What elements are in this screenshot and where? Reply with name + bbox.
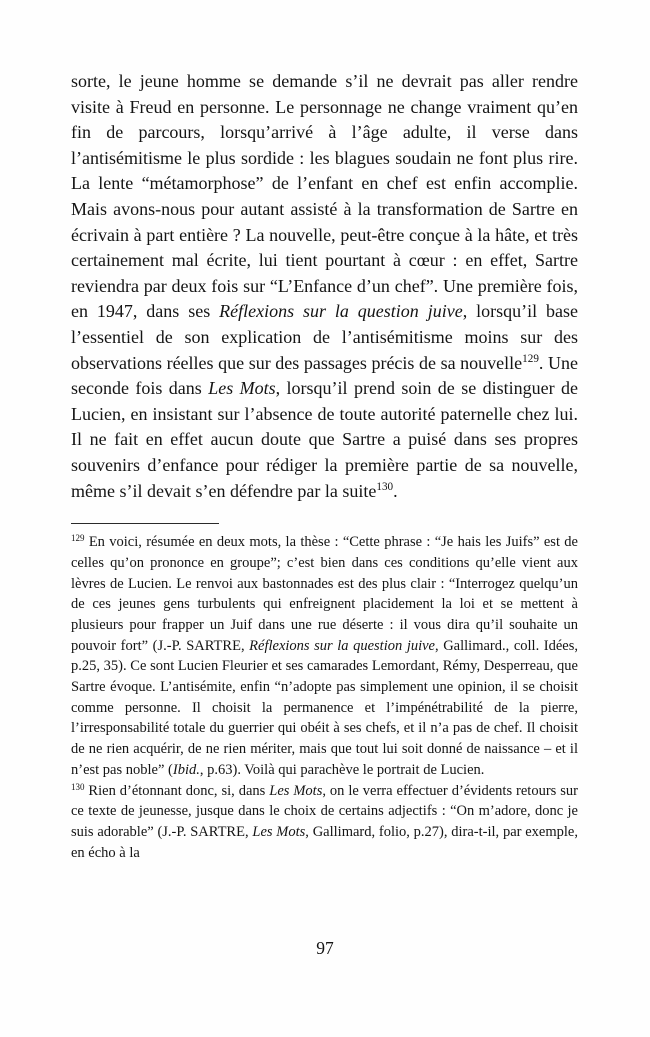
page-number: 97: [316, 938, 334, 958]
page-body: [71, 69, 578, 504]
footnote-129: $^{129}$ En voici, résumée en deux mots, la thèse : “Cette phrase : “Je hais les Juifs” est de celles qu’on prononce en groupe”; c’est bien dans ces conditions qu’elle vient aux lèvres de Lucien. Le renvoi aux bastonnades est des plus clair : “Interrogez quelqu’un de ces jeunes gens turbulents qui enfreignent placidement la loi et se mettent à plusieurs pour frapper un Juif dans une rue déserte : il vous dira qu’il souhaite un pouvoir fort” (J.-P. SARTRE, Réflexions sur la question juive, Gallimard., coll. Idées, p.25, 35). Ce sont Lucien Fleurier et ses camarades Lemordant, Rémy, Desperreau, que Sartre évoque. L’antisémite, enfin “n’adopte pas simplement une opinion, il se choisit comme personne. Il choisit la permanence et l’impénétrabilité de la pierre, l’irresponsabilité totale du guerrier qui obéit à ses chefs, et il n’a pas de chef. Il choisit de ne rien acquérir, de ne rien mériter, mais que tout lui soit donné de naissance – et il n’est pas noble” (Ibid., p.63). Voilà qui parachève le portrait de Lucien.: [71, 533, 578, 778]
body-paragraph: sorte, le jeune homme se demande s’il ne devrait pas aller rendre visite à Freud en personne. Le personnage ne change vraiment qu’en fin de parcours, lorsqu’arrivé à l’âge adulte, il verse dans l’antisémitisme le plus sordide : les blagues soudain ne font plus rire. La lente “métamorphose” de l’enfant en chef est enfin accomplie. Mais avons-nous pour autant assisté à la transformation de Sartre en écrivain à part entière ? La nouvelle, peut-être conçue à la hâte, et très certainement mal écrite, lui tient pourtant à cœur : en effet, Sartre reviendra par deux fois sur “L’Enfance d’un chef”. Une première fois, en 1947, dans ses Réflexions sur la question juive, lorsqu’il base l’essentiel de son explication de l’antisémitisme moins sur des observations réelles que sur des passages précis de sa nouvelle$^{129}$. Une seconde fois dans Les Mots, lorsqu’il prend soin de se distinguer de Lucien, en insistant sur l’absence de toute autorité paternelle chez lui. Il ne fait en effet aucun doute que Sartre a puisé dans ses propres souvenirs d’enfance pour rédiger la première partie de sa nouvelle, même s’il devait s’en défendre par la suite$^{130}$.: [71, 71, 578, 501]
footnotes-section: [71, 532, 578, 863]
footnote-separator-rule: [71, 523, 219, 524]
footnote-130: $^{130}$ Rien d’étonnant donc, si, dans Les Mots, on le verra effectuer d’évidents retours sur ce texte de jeunesse, jusque dans le choix de certains adjectifs : “On m’adore, donc je suis adorable” (J.-P. SARTRE, Les Mots, Gallimard, folio, p.27), dira-t-il, par exemple, en écho à la: [71, 781, 578, 861]
